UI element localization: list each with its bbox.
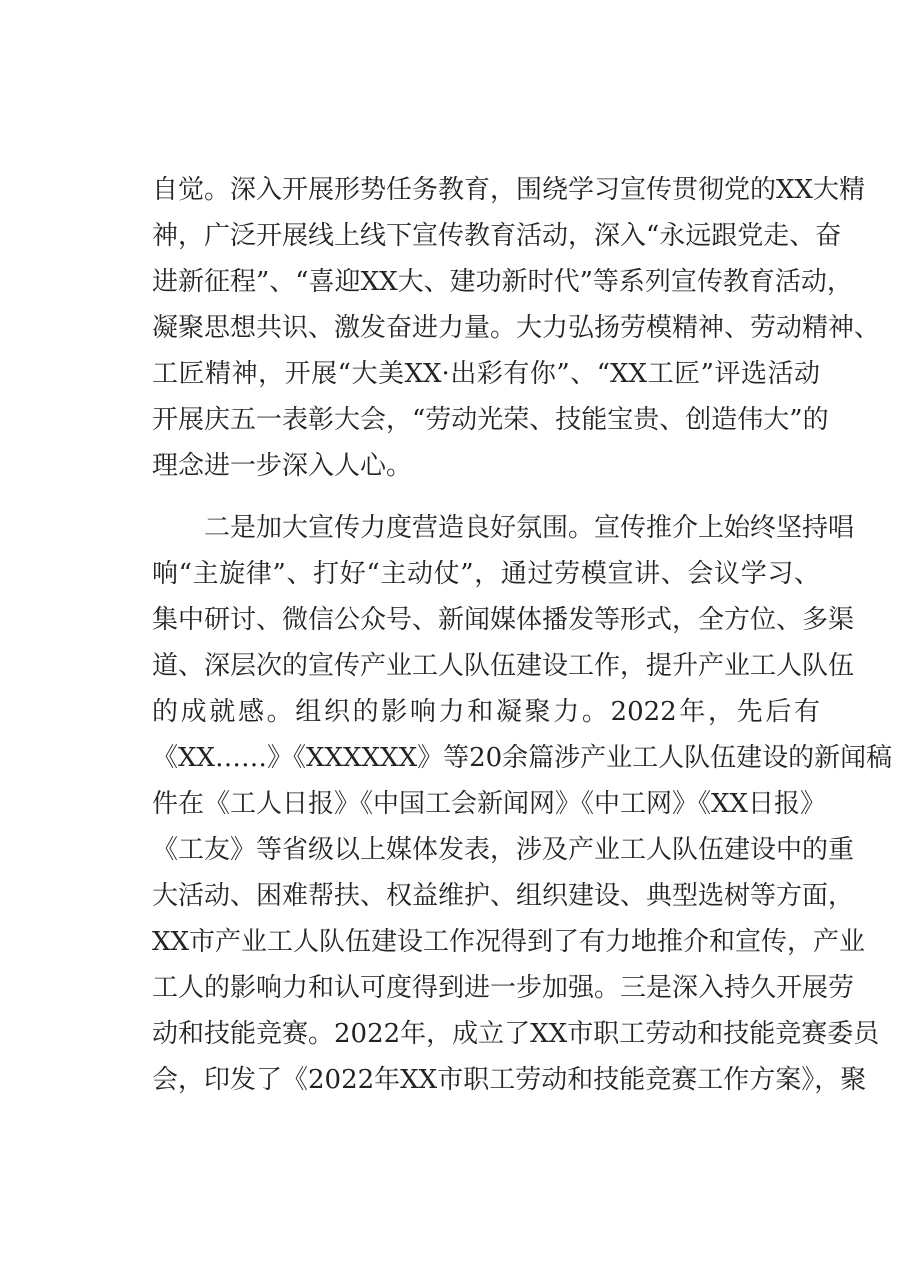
text-line: 的成就感。组织的影响力和凝聚力。2022年，先后有: [152, 697, 820, 727]
text-line: 自觉。深入开展形势任务教育，围绕学习宣传贯彻党的XX大精: [152, 175, 866, 205]
text-line: 理念进一步深入人心。: [152, 451, 413, 481]
paragraph-start-line: 二是加大宣传力度营造良好氛围。宣传推介上始终坚持唱: [204, 513, 855, 543]
text-line: 凝聚思想共识、激发奋进力量。大力弘扬劳模精神、劳动精神、: [152, 313, 881, 343]
text-line: 大活动、困难帮扶、权益维护、组织建设、典型选树等方面，: [152, 881, 855, 911]
text-line: 《XX……》《XXXXXX》等20余篇涉产业工人队伍建设的新闻稿: [152, 743, 893, 773]
text-line: 神，广泛开展线上线下宣传教育活动，深入“永远跟党走、奋: [152, 221, 842, 251]
text-line: XX市产业工人队伍建设工作况得到了有力地推介和宣传，产业: [152, 927, 866, 957]
text-line: 工匠精神，开展“大美XX·出彩有你”、“XX工匠”评选活动: [152, 359, 820, 389]
text-line: 会，印发了《2022年XX市职工劳动和技能竞赛工作方案》，聚: [152, 1065, 867, 1095]
text-line: 集中研讨、微信公众号、新闻媒体播发等形式，全方位、多渠: [152, 605, 855, 635]
text-line: 进新征程”、“喜迎XX大、建功新时代”等系列宣传教育活动，: [152, 267, 853, 297]
text-line: 道、深层次的宣传产业工人队伍建设工作，提升产业工人队伍: [152, 651, 855, 681]
text-line: 开展庆五一表彰大会，“劳动光荣、技能宝贵、创造伟大”的: [152, 405, 829, 435]
text-line: 工人的影响力和认可度得到进一步加强。三是深入持久开展劳: [152, 973, 855, 1003]
text-line: 响“主旋律”、打好“主动仗”，通过劳模宣讲、会议学习、: [152, 559, 820, 589]
text-line: 件在《工人日报》《中国工会新闻网》《中工网》《XX日报》: [152, 789, 827, 819]
text-line: 动和技能竞赛。2022年，成立了XX市职工劳动和技能竞赛委员: [152, 1019, 880, 1049]
text-line: 《工友》等省级以上媒体发表，涉及产业工人队伍建设中的重: [152, 835, 855, 865]
